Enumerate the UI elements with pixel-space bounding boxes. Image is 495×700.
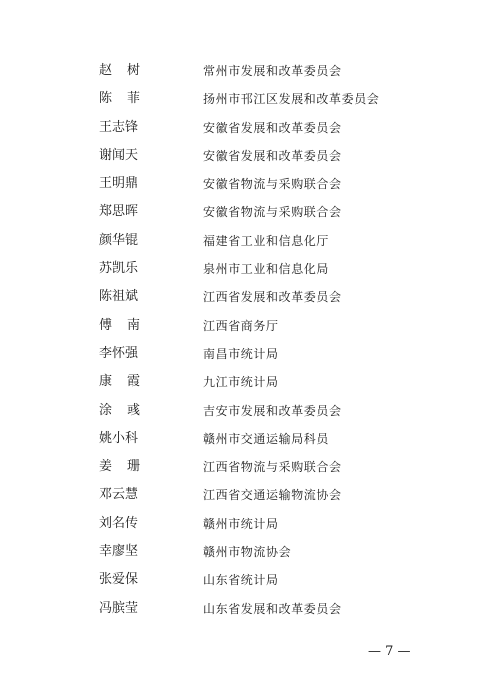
- person-name: [99, 232, 138, 250]
- person-name-part: 王明鼎: [99, 176, 139, 192]
- person-name: [99, 345, 138, 363]
- organization-name: 赣州市交通运输局科员: [203, 431, 330, 446]
- organization-name: 吉安市发展和改革委员会: [203, 403, 342, 418]
- person-name-part: 王志锋: [99, 119, 139, 135]
- organization-name: 赣州市统计局: [203, 516, 279, 531]
- organization-name: 安徽省发展和改革委员会: [203, 120, 342, 135]
- list-item: [0, 597, 495, 625]
- organization-name: 安徽省物流与采购联合会: [203, 177, 342, 192]
- person-name-part: 彧: [127, 402, 141, 418]
- person-name: [99, 571, 138, 589]
- person-name-part: 幸廖坚: [99, 544, 139, 560]
- person-name: [99, 373, 140, 391]
- list-item: [0, 116, 495, 144]
- list-item: [0, 59, 495, 87]
- organization-name: 山东省统计局: [203, 573, 279, 588]
- list-item: [0, 342, 495, 370]
- list-item: [0, 229, 495, 257]
- person-name-part: 南: [127, 317, 141, 333]
- organization-name: 山东省发展和改革委员会: [203, 601, 342, 616]
- organization-name: 江西省物流与采购联合会: [203, 460, 342, 475]
- person-name: [99, 515, 138, 533]
- organization-name: 九江市统计局: [203, 375, 279, 390]
- list-item: [0, 200, 495, 228]
- person-name: [99, 147, 138, 165]
- person-name-part: 李怀强: [99, 345, 139, 361]
- list-item: [0, 172, 495, 200]
- person-name: [99, 288, 138, 306]
- person-name: [99, 543, 138, 561]
- organization-name: 南昌市统计局: [203, 346, 279, 361]
- list-item: [0, 370, 495, 398]
- person-name-part: 谢闻天: [99, 147, 139, 163]
- person-name: [99, 175, 138, 193]
- organization-name: 常州市发展和改革委员会: [203, 64, 342, 78]
- list-item: [0, 512, 495, 540]
- organization-name: 赣州市物流协会: [203, 545, 292, 560]
- person-name: [99, 260, 138, 278]
- person-name: [99, 203, 138, 221]
- list-item: [0, 314, 495, 342]
- person-name-part: 珊: [127, 459, 141, 475]
- person-name: [99, 90, 140, 108]
- member-list: [0, 59, 495, 625]
- organization-name: 泉州市工业和信息化局: [203, 262, 330, 277]
- organization-name: 江西省发展和改革委员会: [203, 290, 342, 305]
- organization-name: 安徽省物流与采购联合会: [203, 205, 342, 220]
- person-name-part: 姚小科: [99, 430, 139, 446]
- list-item: [0, 285, 495, 313]
- person-name: [99, 119, 138, 137]
- list-item: [0, 399, 495, 427]
- list-item: [0, 483, 495, 511]
- person-name-part: 霞: [127, 374, 141, 390]
- list-item: [0, 540, 495, 568]
- person-name-part: 康: [99, 374, 113, 390]
- person-name-part: 菲: [127, 91, 141, 107]
- list-item: [0, 257, 495, 285]
- person-name-part: 苏凯乐: [99, 261, 139, 277]
- page-number: — 7 —: [368, 644, 411, 659]
- person-name-part: 姜: [99, 459, 113, 475]
- person-name: [99, 600, 138, 618]
- list-item: [0, 144, 495, 172]
- person-name-part: 冯膑莹: [99, 600, 139, 616]
- person-name: [99, 317, 140, 335]
- person-name: [99, 402, 140, 420]
- person-name-part: 傅: [99, 317, 113, 333]
- organization-name: 安徽省发展和改革委员会: [203, 148, 342, 163]
- person-name-part: 郑思晖: [99, 204, 139, 220]
- person-name: [99, 458, 140, 476]
- organization-name: 江西省交通运输物流协会: [203, 488, 342, 503]
- person-name: [99, 62, 140, 80]
- person-name-part: 涂: [99, 402, 113, 418]
- person-name-part: 颜华锟: [99, 232, 139, 248]
- person-name-part: 赵: [99, 63, 113, 78]
- person-name-part: 张爱保: [99, 572, 139, 588]
- list-item: [0, 455, 495, 483]
- list-item: [0, 568, 495, 596]
- organization-name: 江西省商务厅: [203, 318, 279, 333]
- person-name-part: 陈: [99, 91, 113, 107]
- person-name-part: 陈祖斌: [99, 289, 139, 305]
- organization-name: 福建省工业和信息化厅: [203, 233, 330, 248]
- person-name-part: 树: [127, 63, 141, 78]
- person-name-part: 刘名传: [99, 515, 139, 531]
- list-item: [0, 87, 495, 115]
- person-name-part: 邓云慧: [99, 487, 139, 503]
- list-item: [0, 427, 495, 455]
- organization-name: 扬州市邗江区发展和改革委员会: [203, 92, 380, 107]
- person-name: [99, 430, 138, 448]
- person-name: [99, 486, 138, 504]
